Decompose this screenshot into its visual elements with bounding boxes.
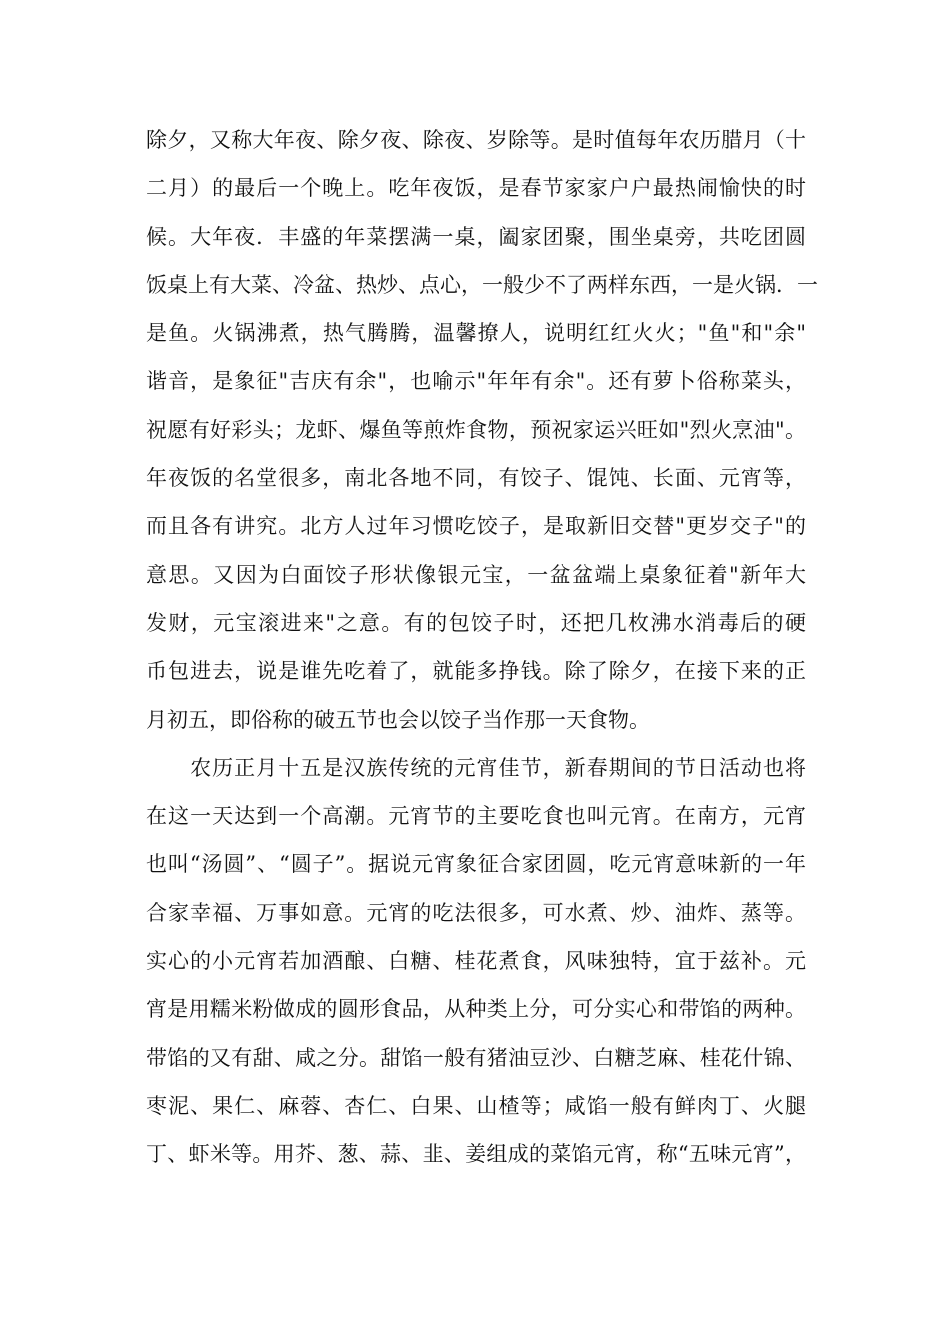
text-line: 实心的小元宵若加酒酿、白糖、桂花煮食，风味独特，宜于兹补。元 — [146, 949, 806, 974]
text-line: 在这一天达到一个高潮。元宵节的主要吃食也叫元宵。在南方，元宵 — [146, 804, 806, 829]
text-line: 也叫“汤圆”、“圆子”。据说元宵象征合家团圆，吃元宵意味新的一年 — [146, 852, 806, 877]
text-line: 带馅的又有甜、咸之分。甜馅一般有猪油豆沙、白糖芝麻、桂花什锦、 — [146, 1045, 806, 1070]
paragraph-chuxi — [146, 116, 818, 744]
text-line: 候。大年夜．丰盛的年菜摆满一桌，阖家团聚，围坐桌旁，共吃团圆 — [146, 224, 806, 249]
text-line: 枣泥、果仁、麻蓉、杏仁、白果、山楂等；咸馅一般有鲜肉丁、火腿 — [146, 1093, 806, 1118]
text-line: 月初五，即俗称的破五节也会以饺子当作那一天食物。 — [146, 707, 650, 732]
text-line: 币包进去，说是谁先吃着了，就能多挣钱。除了除夕，在接下来的正 — [146, 659, 806, 684]
text-line: 是鱼。火锅沸煮，热气腾腾，温馨撩人，说明红红火火；"鱼"和"余" — [146, 321, 806, 346]
text-line: 除夕，又称大年夜、除夕夜、除夜、岁除等。是时值每年农历腊月（十 — [146, 128, 806, 152]
text-line: 谐音，是象征"吉庆有余"，也喻示"年年有余"。还有萝卜俗称菜头， — [146, 369, 806, 394]
text-line: 而且各有讲究。北方人过年习惯吃饺子，是取新旧交替"更岁交子"的 — [146, 514, 806, 539]
text-line: 饭桌上有大菜、冷盆、热炒、点心，一般少不了两样东西，一是火锅．一 — [146, 272, 818, 297]
text-line: 意思。又因为白面饺子形状像银元宝，一盆盆端上桌象征着"新年大 — [146, 562, 806, 587]
text-line: 年夜饭的名堂很多，南北各地不同，有饺子、馄饨、长面、元宵等， — [146, 466, 806, 491]
text-line: 宵是用糯米粉做成的圆形食品，从种类上分，可分实心和带馅的两种。 — [146, 997, 806, 1022]
text-line: 发财，元宝滚进来"之意。有的包饺子时，还把几枚沸水消毒后的硬 — [146, 610, 806, 635]
text-line: 农历正月十五是汉族传统的元宵佳节，新春期间的节日活动也将 — [146, 755, 806, 780]
text-line: 二月）的最后一个晚上。吃年夜饭，是春节家家户户最热闹愉快的时 — [146, 176, 806, 201]
text-line: 丁、虾米等。用芥、葱、蒜、韭、姜组成的菜馅元宵，称“五味元宵”， — [146, 1142, 806, 1167]
text-line: 祝愿有好彩头；龙虾、爆鱼等煎炸食物，预祝家运兴旺如"烈火烹油"。 — [146, 417, 806, 442]
document-page — [146, 116, 818, 1179]
paragraph-yuanxiao — [146, 744, 806, 1179]
text-line: 合家幸福、万事如意。元宵的吃法很多，可水煮、炒、油炸、蒸等。 — [146, 900, 806, 925]
